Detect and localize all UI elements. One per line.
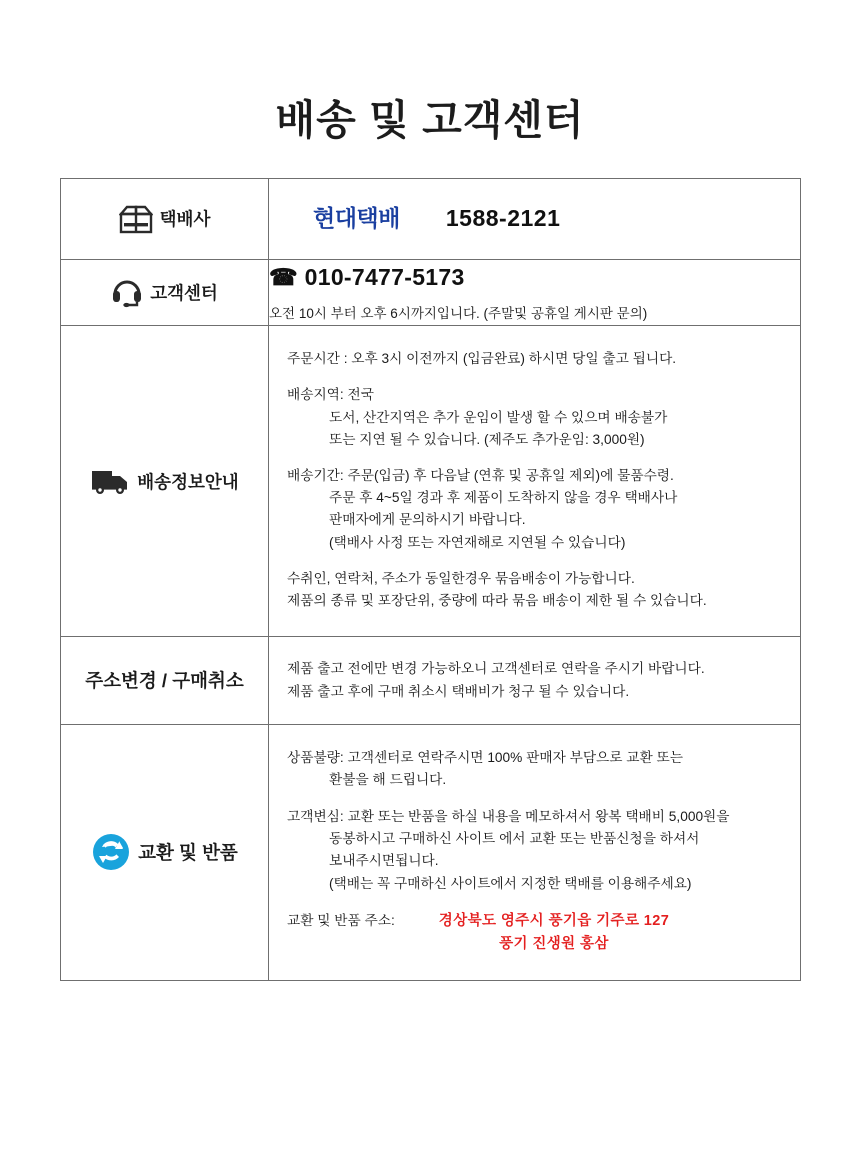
delivery-period-line3: (택배사 사정 또는 자연재해로 지연될 수 있습니다)	[329, 534, 626, 550]
address-change-line1: 제품 출고 전에만 변경 가능하오니 고객센터로 연락을 주시기 바랍니다.	[287, 661, 705, 677]
courier-phone: 1588-2121	[445, 205, 561, 231]
table-row-delivery-info	[61, 326, 801, 637]
return-address-line2: 풍기 진생원 홍삼	[499, 935, 609, 952]
delivery-order-time: 주문시간 : 오후 3시 이전까지 (입금완료) 하시면 당일 출고 됩니다.	[287, 351, 677, 367]
change-line2: 동봉하시고 구매하신 사이트 에서 교환 또는 반품신청을 하셔서	[329, 831, 700, 847]
headset-icon	[111, 276, 143, 308]
defect-block	[287, 747, 782, 791]
content-cell-delivery-info	[269, 326, 801, 637]
content-cell-customer-center	[269, 259, 801, 326]
delivery-period-line2: 판매자에게 문의하시기 바랍니다.	[329, 512, 526, 528]
label-cell-delivery-info	[61, 326, 269, 637]
delivery-period-block	[287, 465, 782, 554]
defect-line2: 환불을 해 드립니다.	[329, 771, 447, 787]
label-delivery-info: 배송정보안내	[137, 471, 239, 492]
delivery-period-title: 배송기간: 주문(입금) 후 다음날 (연휴 및 공휴일 제외)에 물품수령.	[287, 467, 674, 483]
box-icon	[119, 203, 153, 235]
delivery-bundle-block	[287, 568, 782, 612]
table-row-exchange-return	[61, 724, 801, 981]
defect-line1: 상품불량: 고객센터로 연락주시면 100% 판매자 부담으로 교환 또는	[287, 749, 683, 765]
content-cell-courier	[269, 179, 801, 260]
delivery-area-title: 배송지역: 전국	[287, 387, 374, 403]
change-line1: 고객변심: 교환 또는 반품을 하실 내용을 메모하셔서 왕복 택배비 5,000원을	[287, 809, 730, 825]
address-change-line2: 제품 출고 후에 구매 취소시 택배비가 청구 될 수 있습니다.	[287, 684, 630, 700]
table-row-courier	[61, 179, 801, 260]
customer-center-hours: 오전 10시 부터 오후 6시까지입니다. (주말및 공휴일 게시판 문의)	[269, 306, 648, 322]
change-line3: 보내주시면됩니다.	[329, 853, 439, 869]
content-cell-address-change	[269, 637, 801, 725]
label-address-change: 주소변경 / 구매취소	[85, 670, 244, 692]
label-cell-exchange-return	[61, 724, 269, 981]
label-cell-address-change	[61, 637, 269, 725]
delivery-area-line1: 도서, 산간지역은 추가 운임이 발생 할 수 있으며 배송불가	[329, 409, 668, 425]
delivery-period-line1: 주문 후 4~5일 경과 후 제품이 도착하지 않을 경우 택배사나	[329, 490, 678, 506]
delivery-info-table	[60, 178, 801, 981]
return-address-block	[287, 910, 782, 956]
page-title: 배송 및 고객센터	[275, 97, 585, 143]
label-cell-courier	[61, 179, 269, 260]
label-exchange-return: 교환 및 반품	[138, 842, 238, 864]
delivery-bundle-line1: 수취인, 연락처, 주소가 동일한경우 묶음배송이 가능합니다.	[287, 570, 635, 586]
content-cell-exchange-return	[269, 724, 801, 981]
courier-name: 현대택배	[313, 205, 400, 231]
table-row-address-change	[61, 637, 801, 725]
return-address-line1: 경상북도 영주시 풍기읍 기주로 127	[438, 912, 670, 929]
table-row-customer-center	[61, 259, 801, 326]
customer-center-phone: ☎ 010-7477-5173	[269, 263, 465, 290]
delivery-order-time-block	[287, 348, 782, 370]
return-address-label: 교환 및 반품 주소:	[287, 912, 395, 928]
truck-icon	[90, 467, 130, 495]
change-of-mind-block	[287, 806, 782, 895]
label-courier: 택배사	[159, 209, 211, 230]
label-cell-customer-center	[61, 259, 269, 326]
label-customer-center: 고객센터	[150, 282, 218, 303]
delivery-bundle-line2: 제품의 종류 및 포장단위, 중량에 따라 묶음 배송이 제한 될 수 있습니다.	[287, 592, 707, 608]
delivery-area-block	[287, 384, 782, 451]
refresh-cycle-icon	[91, 832, 131, 872]
delivery-area-line2: 또는 지연 될 수 있습니다. (제주도 추가운임: 3,000원)	[329, 431, 645, 447]
change-line4: (택배는 꼭 구매하신 사이트에서 지정한 택배를 이용해주세요)	[329, 875, 692, 891]
